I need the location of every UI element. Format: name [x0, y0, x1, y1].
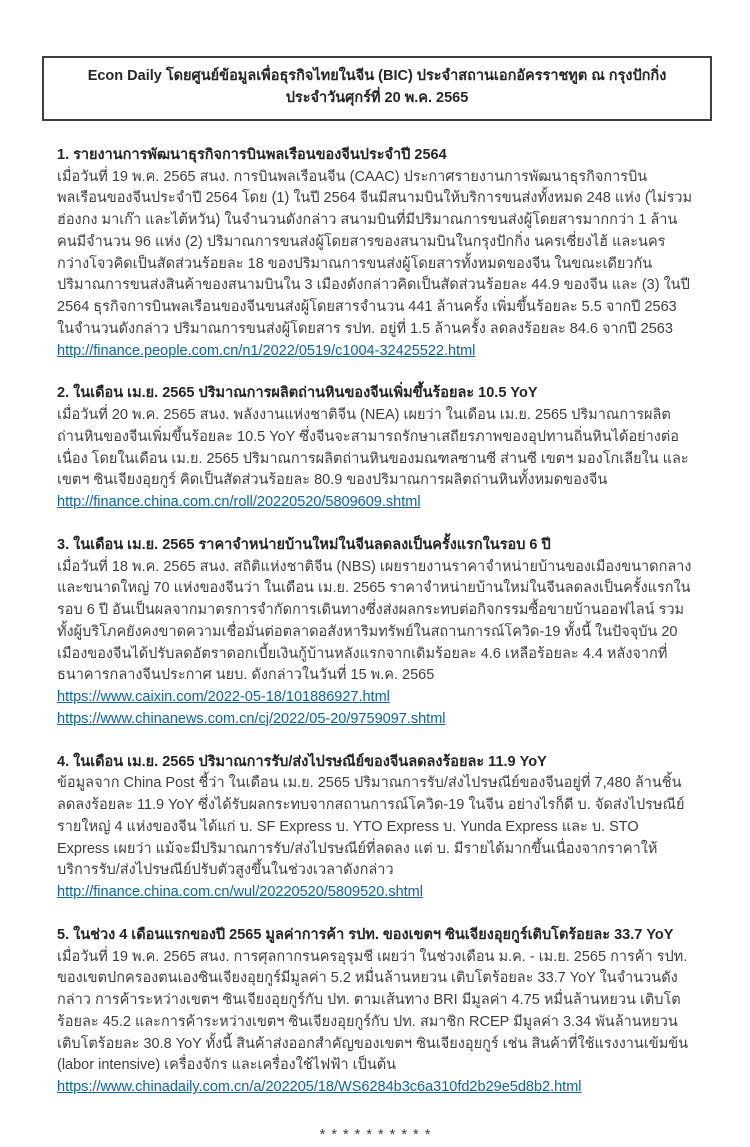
- newsletter-header-box: [42, 56, 712, 121]
- section-1-heading: 1. รายงานการพัฒนาธุรกิจการบินพลเรือนของจีนประจำปี 2564: [57, 146, 447, 163]
- section-2-link[interactable]: http://finance.china.com.cn/roll/20220520/5809609.shtml: [57, 494, 421, 511]
- section-3-body: เมื่อวันที่ 18 พ.ค. 2565 สนง. สถิติแห่งชาติจีน (NBS) เผยรายงานราคาจำหน่ายบ้านของเมืองขนาดกลางและขนาดใหญ่ 70 แห่งของจีนว่า ในเดือน เม.ย. 2565 ราคาจำหน่ายบ้านใหม่ในจีนลดลงเป็นครั้งแรกในรอบ 6 ปี อันเป็นผลจากมาตรการจำกัดการเดินทางซึ่งส่งผลกระทบต่อกิจกรรมซื้อขายบ้านออฟไลน์ รวมทั้งผู้บริโภคยังคงขาดความเชื่อมั่นต่อตลาดอสังหาริมทรัพย์ในสถานการณ์โควิด-19 ทั้งนี้ ในปัจจุบัน 20 เมืองของจีนได้ปรับลดอัตราดอกเบี้ยเงินกู้บ้านหลังแรกจากเดิมร้อยละ 4.6 เหลือร้อยละ 4.4 หลังจากที่ธนาคารกลางจีนประกาศ นยบ. ดังกล่าวในวันที่ 15 พ.ค. 2565: [57, 558, 692, 684]
- newsletter-content: [57, 145, 694, 1147]
- section-5-body: เมื่อวันที่ 19 พ.ค. 2565 สนง. การศุลกากรนครอุรุมชี เผยว่า ในช่วงเดือน ม.ค. - เม.ย. 2565 การค้า รปท. ของเขตปกครองตนเองซินเจียงอุยกูร์มีมูลค่า 5.2 หมื่นล้านหยวน เติบโตร้อยละ 33.7 YoY ในจำนวนดังกล่าว การค้าระหว่างเขตฯ ซินเจียงอุยกูร์กับ ปท. ตามเส้นทาง BRI มีมูลค่า 4.75 หมื่นล้านหยวน เติบโตร้อยละ 45.2 และการค้าระหว่างเขตฯ ซินเจียงอุยกูร์กับ ปท. สมาชิก RCEP มีมูลค่า 3.34 พันล้านหยวน เติบโตร้อยละ 30.8 YoY ทั้งนี้ สินค้าส่งออกสำคัญของเขตฯ ซินเจียงอุยกูร์ เช่น สินค้าที่ใช้แรงงานเข้มข้น (labor intensive) เครื่องจักร และเครื่องใช้ไฟฟ้า เป็นต้น: [57, 948, 689, 1074]
- section-4-body: ข้อมูลจาก China Post ชี้ว่า ในเดือน เม.ย. 2565 ปริมาณการรับ/ส่งไปรษณีย์ของจีนอยู่ที่ 7,480 ล้านชิ้น ลดลงร้อยละ 11.9 YoY ซึ่งได้รับผลกระทบจากสถานการณ์โควิด-19 ในจีน อย่างไรก็ดี บ. จัดส่งไปรษณีย์รายใหญ่ 4 แห่งของจีน ได้แก่ บ. SF Express บ. YTO Express บ. Yunda Express และ บ. STO Express เผยว่า แม้จะมีปริมาณการรับ/ส่งไปรษณีย์ที่ลดลง แต่ บ. มีรายได้มากขึ้นเนื่องจากราคาให้บริการรับ/ส่งไปรษณีย์ปรับตัวสูงขึ้นในช่วงเวลาดังกล่าว: [57, 775, 685, 879]
- section-1-link[interactable]: http://finance.people.com.cn/n1/2022/0519/c1004-32425522.html: [57, 342, 476, 359]
- section-5-heading: 5. ในช่วง 4 เดือนแรกของปี 2565 มูลค่าการค้า รปท. ของเขตฯ ซินเจียงอุยกูร์เติบโตร้อยละ 33.7 YoY: [57, 926, 674, 943]
- section-1-body: เมื่อวันที่ 19 พ.ค. 2565 สนง. การบินพลเรือนจีน (CAAC) ประกาศรายงานการพัฒนาธุรกิจการบินพลเรือนของจีนประจำปี 2564 โดย (1) ในปี 2564 จีนมีสนามบินให้บริการขนส่งทั้งหมด 248 แห่ง (ไม่รวมฮ่องกง มาเก๊า และไต้หวัน) ในจำนวนดังกล่าว สนามบินที่มีปริมาณการขนส่งผู้โดยสารมากกว่า 1 ล้านคนมีจำนวน 96 แห่ง (2) ปริมาณการขนส่งผู้โดยสารของสนามบินในกรุงปักกิ่ง นครเซี่ยงไฮ้ และนครกว่างโจวคิดเป็นสัดส่วนร้อยละ 18 ของปริมาณการขนส่งผู้โดยสารทั้งหมดของจีน ในขณะเดียวกัน ปริมาณการขนส่งสินค้าของสนามบินใน 3 เมืองดังกล่าวคิดเป็นสัดส่วนร้อยละ 44.9 ของจีน และ (3) ในปี 2564 ธุรกิจการบินพลเรือนของจีนขนส่งผู้โดยสารจำนวน 441 ล้านครั้ง เพิ่มขึ้นร้อยละ 5.5 จากปี 2563 ในจำนวนดังกล่าว ปริมาณการขนส่งผู้โดยสาร รปท. อยู่ที่ 1.5 ล้านครั้ง ลดลงร้อยละ 84.6 จากปี 2563: [57, 168, 693, 337]
- section-4-heading: 4. ในเดือน เม.ย. 2565 ปริมาณการรับ/ส่งไปรษณีย์ของจีนลดลงร้อยละ 11.9 YoY: [57, 753, 547, 770]
- news-section-3: [57, 535, 694, 731]
- section-3-link-1[interactable]: https://www.caixin.com/2022-05-18/101886927.html: [57, 689, 390, 706]
- news-section-2: [57, 383, 694, 514]
- footer-asterisk-separator: * * * * * * * * * *: [319, 1126, 432, 1143]
- section-3-link-2[interactable]: https://www.chinanews.com.cn/cj/2022/05-20/9759097.shtml: [57, 710, 446, 727]
- section-4-link[interactable]: http://finance.china.com.cn/wul/20220520/5809520.shtml: [57, 884, 423, 901]
- newsletter-title-line2: ประจำวันศุกร์ที่ 20 พ.ค. 2565: [285, 90, 469, 107]
- newsletter-title-line1: Econ Daily โดยศูนย์ข้อมูลเพื่อธุรกิจไทยในจีน (BIC) ประจำสถานเอกอัครราชทูต ณ กรุงปักกิ่ง: [87, 68, 667, 84]
- section-3-heading: 3. ในเดือน เม.ย. 2565 ราคาจำหน่ายบ้านใหม่ในจีนลดลงเป็นครั้งแรกในรอบ 6 ปี: [57, 536, 551, 553]
- news-section-1: [57, 145, 694, 363]
- section-2-heading: 2. ในเดือน เม.ย. 2565 ปริมาณการผลิตถ่านหินของจีนเพิ่มขึ้นร้อยละ 10.5 YoY: [57, 385, 538, 402]
- section-2-body: เมื่อวันที่ 20 พ.ค. 2565 สนง. พลังงานแห่งชาติจีน (NEA) เผยว่า ในเดือน เม.ย. 2565 ปริมาณการผลิตถ่านหินของจีนเพิ่มขึ้นร้อยละ 10.5 YoY ซึ่งจีนจะสามารถรักษาเสถียรภาพของอุปทานถิ่นหินได้อย่างต่อเนื่อง โดยในเดือน เม.ย. 2565 ปริมาณการผลิตถ่านหินของมณฑลซานซี ส่านซี เขตฯ มองโกเลียใน และเขตฯ ซินเจียงอุยกูร์ คิดเป็นสัดส่วนร้อยละ 80.9 ของปริมาณการผลิตถ่านหินทั้งหมดของจีน: [57, 407, 689, 489]
- news-section-5: [57, 925, 694, 1099]
- section-5-link[interactable]: https://www.chinadaily.com.cn/a/202205/18/WS6284b3c6a310fd2b29e5d8b2.html: [57, 1079, 582, 1096]
- news-section-4: [57, 752, 694, 904]
